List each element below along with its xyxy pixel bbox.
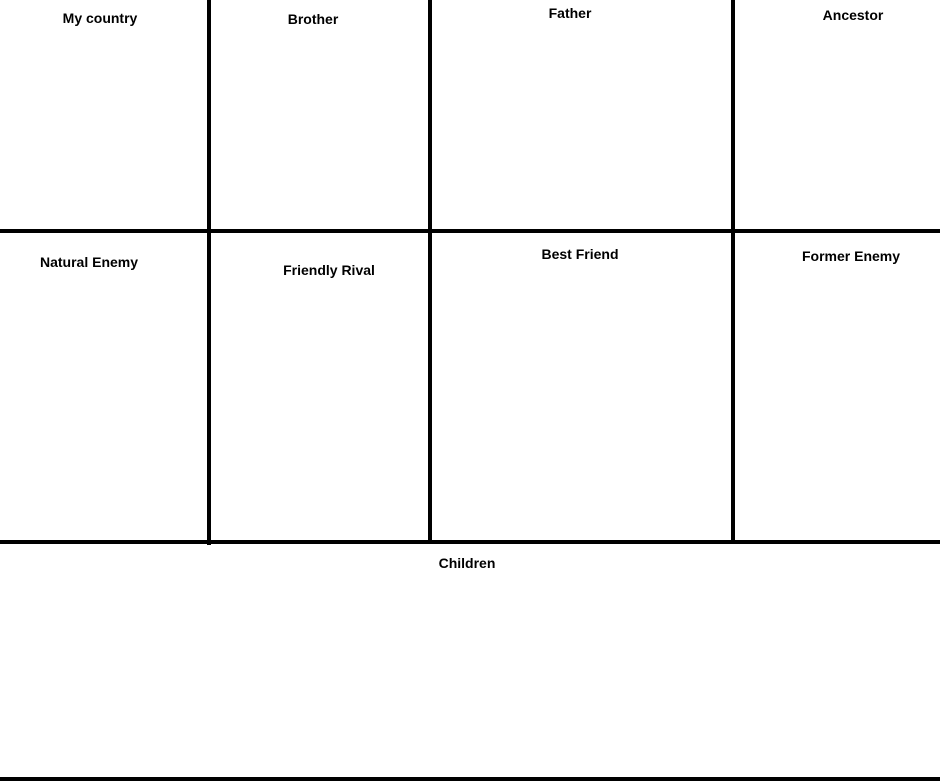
- cell-label-brother: Brother: [287, 11, 339, 27]
- cell-label-natural-enemy: Natural Enemy: [39, 254, 139, 270]
- divider-vertical-3: [731, 0, 735, 544]
- divider-horizontal-bottom: [0, 777, 940, 781]
- cell-label-friendly-rival: Friendly Rival: [283, 262, 375, 278]
- cell-label-father: Father: [548, 5, 592, 21]
- cell-label-children: Children: [438, 555, 496, 571]
- cell-label-former-enemy: Former Enemy: [801, 248, 901, 264]
- divider-vertical-1: [207, 0, 211, 545]
- divider-horizontal-top: [0, 229, 940, 233]
- cell-label-best-friend: Best Friend: [541, 246, 619, 262]
- divider-horizontal-middle: [0, 540, 940, 544]
- cell-label-my-country: My country: [62, 10, 138, 26]
- cell-label-ancestor: Ancestor: [822, 7, 884, 23]
- divider-vertical-2: [428, 0, 432, 544]
